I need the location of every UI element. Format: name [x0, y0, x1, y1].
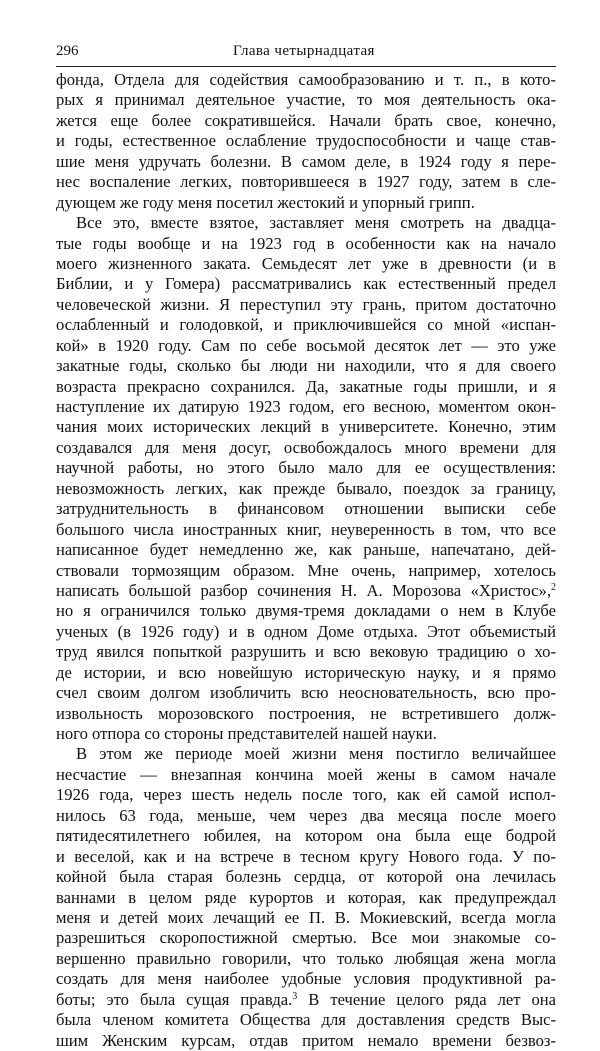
text-line: человеческой жизни. Я переступил эту грань, притом достаточно [56, 294, 556, 314]
text-line: научной работы, но этого было мало для ее осуществления: [56, 458, 556, 478]
text-line: извольность морозовского построения, не встретившего долж- [56, 703, 556, 723]
text-line: труд явился попыткой разрушить и всю вековую традицию о хо- [56, 642, 556, 662]
text-line: чания моих исторических лекций в университете. Конечно, этим [56, 417, 556, 437]
paragraph-first-line: В этом же периоде моей жизни меня постигло величайшее [76, 744, 556, 764]
text-line: 1926 года, через шесть недель после того, как ей самой испол- [56, 785, 556, 805]
text-line: нес воспаление легких, повторившееся в 1927 году, затем в сле- [56, 172, 556, 192]
text-line: дующем же году меня посетил жестокий и упорный грипп. [56, 192, 475, 212]
text-line: возраста прекрасно сохранился. Да, закатные годы пришли, и я [56, 376, 556, 396]
text-line: была членом комитета Общества для доставления средств Выс- [56, 1010, 556, 1030]
running-head [56, 40, 556, 62]
text-line: тые годы вообще и на 1923 год в особенности как на начало [56, 233, 556, 253]
text-line: нилось 63 года, меньше, чем через два месяца после моего [56, 805, 556, 825]
text-line: ного отпора со стороны представителей нашей науки. [56, 724, 437, 743]
text-line: ученых (в 1926 году) и в одном Доме отдыха. Этот объемистый [56, 621, 556, 641]
text-line: жется еще более сократившейся. Начали брать свое, конечно, [56, 110, 556, 130]
text-line: ствовали тормозящим образом. Мне очень, например, хотелось [56, 560, 556, 580]
text-line: затруднительность в финансовом отношении выписки себе [56, 499, 556, 519]
footnote-ref[interactable]: 2 [551, 581, 556, 593]
text-line: закатные годы, сколько бы люди ни находили, что я для своего [56, 356, 556, 376]
text-line: несчастие — внезапная кончина моей жены в самом начале [56, 764, 556, 784]
text-line: но я ограничился только двумя-тремя докладами о нем в Клубе [56, 601, 556, 621]
text-line: Библии, и у Гомера) рассматривались как естественный предел [56, 274, 556, 294]
text-line: создавался для меня досуг, освобождалось много времени для [56, 437, 556, 457]
text-line: меня и детей моих лечащий ее П. В. Мокиевский, всегда могла [56, 907, 556, 927]
text-line: невозможность легких, как прежде бывало, поездок за границу, [56, 478, 556, 498]
footnote-ref[interactable]: 3 [292, 990, 298, 1002]
text-line: вершенно правильно говорили, что только любящая жена могла [56, 948, 556, 968]
text-line: пятидесятилетнего юбилея, на котором она была еще бодрой [56, 826, 556, 846]
text-line: написанное будет немедленно же, как раньше, напечатано, дей- [56, 540, 556, 560]
text-line-content-rest: В течение целого ряда лет она [297, 989, 556, 1009]
page-number: 296 [56, 43, 79, 59]
body-text [56, 70, 556, 1051]
chapter-title: Глава четырнадцатая [233, 43, 375, 59]
text-line-content: написать большой разбор сочинения Н. А. Морозова «Христос», [56, 580, 551, 600]
header-rule [56, 66, 556, 67]
text-line: и годы, естественное ослабление трудоспособности и чаще став- [56, 131, 556, 151]
text-line: шие меня удручать болезни. В самом деле, в 1924 году я пере- [56, 151, 556, 171]
text-line: де истории, и всю новейшую историческую науку, и я прямо [56, 662, 556, 682]
text-line: шим Женским курсам, отдав притом немало времени безвоз- [56, 1030, 556, 1050]
text-line-with-footnote [56, 990, 556, 1010]
text-line: ваннами в целом ряде курортов и которая, как предупреждал [56, 887, 556, 907]
text-line-with-footnote [56, 581, 556, 601]
text-line: и веселой, как и на встрече в тесном кругу Нового года. У по- [56, 846, 556, 866]
text-line: кой» в 1920 году. Сам по себе восьмой десяток лет — это уже [56, 335, 556, 355]
text-line: счел своим долгом изобличить всю неосновательность, всю про- [56, 683, 556, 703]
text-line: койной была старая болезнь сердца, от которой она лечилась [56, 867, 556, 887]
text-line: создать для меня наиболее удобные условия продуктивной ра- [56, 969, 556, 989]
text-line: моего жизненного заката. Семьдесят лет уже в древности (и в [56, 253, 556, 273]
text-line: большого числа иностранных книг, неуверенность в том, что все [56, 519, 556, 539]
text-line: разрешиться скоропостижной смертью. Все мои знакомые со- [56, 928, 556, 948]
text-line: рых я принимал деятельное участие, то моя деятельность ока- [56, 90, 556, 110]
text-line: ослабленный и голодовкой, и приключившейся со мной «испан- [56, 315, 556, 335]
text-line: фонда, Отдела для содействия самообразованию и т. п., в кото- [56, 70, 556, 89]
text-line-content: боты; это была сущая правда. [56, 989, 293, 1009]
text-line: наступление их датирую 1923 годом, его весною, моментом окон- [56, 397, 556, 416]
paragraph-first-line: Все это, вместе взятое, заставляет меня смотреть на двадца- [76, 213, 556, 233]
